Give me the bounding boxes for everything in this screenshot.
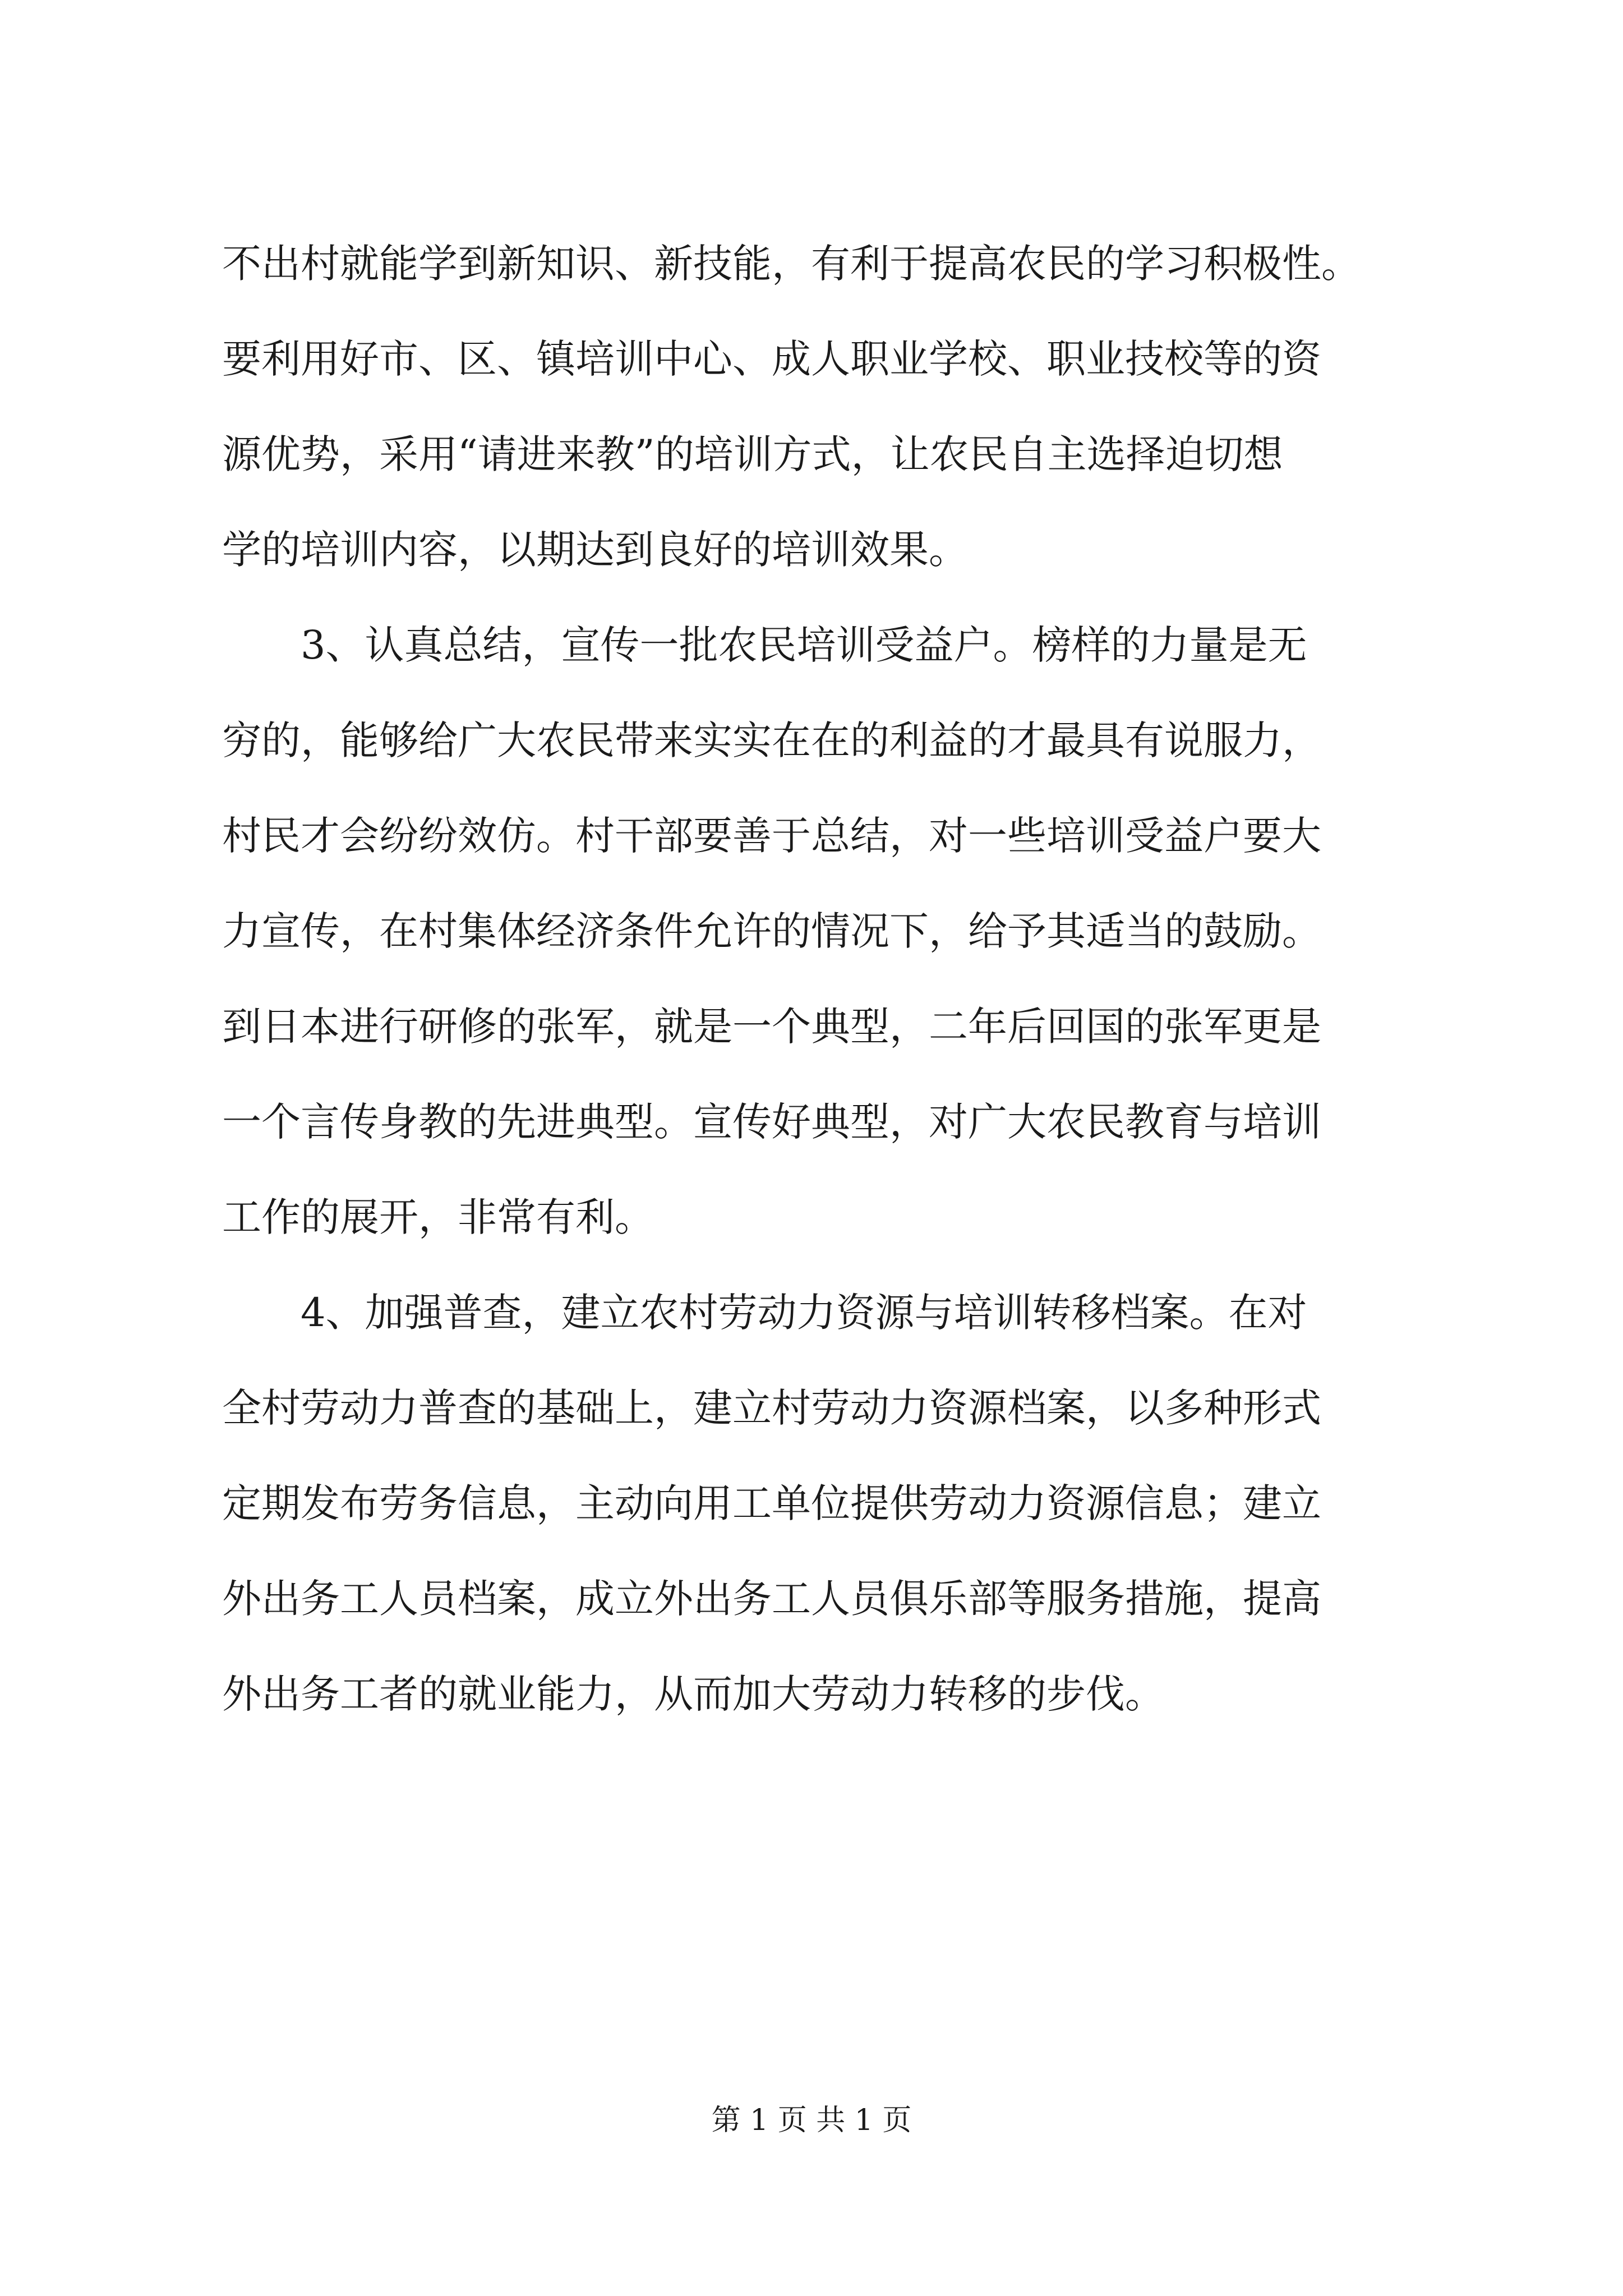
text-line: 不出村就能学到新知识、新技能，有利于提高农民的学习积极性。 [222, 241, 1361, 287]
text-line: 源优势，采用“请进来教”的培训方式，让农民自主选择迫切想 [222, 431, 1283, 477]
page-footer: 第 1 页 共 1 页 [711, 2104, 912, 2137]
text-line: 力宣传，在村集体经济条件允许的情况下，给予其适当的鼓励。 [222, 908, 1321, 954]
text-line: 到日本进行研修的张军，就是一个典型，二年后回国的张军更是 [222, 1004, 1321, 1050]
text-line: 穷的，能够给广大农民带来实实在在的利益的才最具有说服力， [222, 717, 1321, 763]
text-line: 村民才会纷纷效仿。村干部要善于总结，对一些培训受益户要大 [222, 813, 1321, 859]
text-line: 外出务工者的就业能力，从而加大劳动力转移的步伐。 [222, 1671, 1164, 1717]
text-line: 工作的展开，非常有利。 [222, 1194, 654, 1240]
text-line: 要利用好市、区、镇培训中心、成人职业学校、职业技校等的资 [222, 336, 1321, 382]
text-line: 学的培训内容，以期达到良好的培训效果。 [222, 527, 968, 573]
document-body [222, 216, 1422, 1742]
paragraph-4-first-line: 4、加强普查，建立农村劳动力资源与培训转移档案。在对 [301, 1290, 1307, 1336]
paragraph-3-first-line: 3、认真总结，宣传一批农民培训受益户。榜样的力量是无 [301, 622, 1307, 668]
text-line: 全村劳动力普查的基础上，建立村劳动力资源档案，以多种形式 [222, 1385, 1321, 1431]
text-line: 外出务工人员档案，成立外出务工人员俱乐部等服务措施，提高 [222, 1576, 1321, 1622]
text-line: 定期发布劳务信息，主动向用工单位提供劳动力资源信息；建立 [222, 1480, 1321, 1526]
text-line: 一个言传身教的先进典型。宣传好典型，对广大农民教育与培训 [222, 1099, 1321, 1145]
